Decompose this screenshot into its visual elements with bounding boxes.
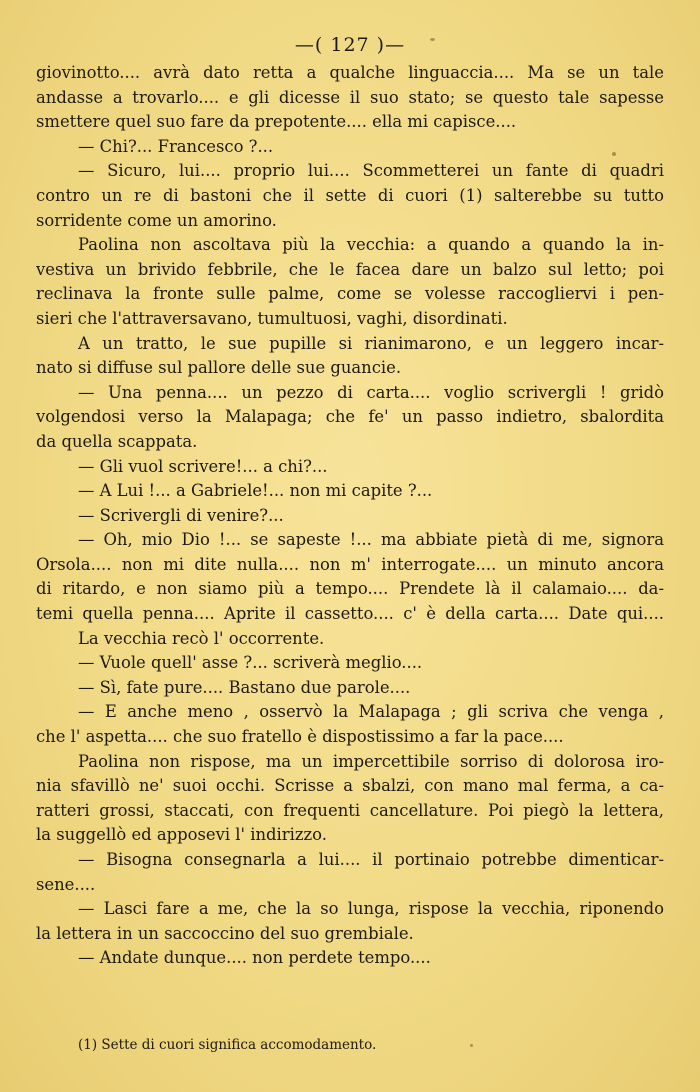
body-text	[36, 61, 664, 971]
text-line: — Lasci fare a me, che la so lunga, rispose la vecchia, riponendo	[78, 899, 664, 919]
text-line: la suggellò ed apposevi l' indirizzo.	[36, 825, 327, 845]
text-line: — Sì, fate pure.... Bastano due parole....	[78, 677, 411, 697]
text-line: temi quella penna.... Aprite il cassetto.... c' è della carta.... Date qui....	[36, 604, 664, 624]
text-line: Paolina non rispose, ma un impercettibile sorriso di dolorosa iro-	[78, 751, 664, 771]
text-line: ratteri grossi, staccati, con frequenti cancellature. Poi piegò la lettera,	[36, 800, 664, 820]
paper-speck	[470, 1044, 473, 1047]
text-line: — Vuole quell' asse ?... scriverà meglio....	[78, 653, 423, 673]
text-line: — Chi?... Francesco ?...	[78, 136, 274, 156]
text-line: di ritardo, e non siamo più a tempo.... Prendete là il calamaio.... da-	[36, 579, 664, 599]
text-line: — Una penna.... un pezzo di carta.... voglio scrivergli ! gridò	[78, 382, 664, 402]
text-line: — Gli vuol scrivere!... a chi?...	[78, 456, 328, 476]
text-line: nia sfavillò ne' suoi occhi. Scrisse a sbalzi, con mano mal ferma, a ca-	[36, 776, 664, 796]
text-line: A un tratto, le sue pupille si rianimarono, e un leggero incar-	[78, 333, 664, 353]
text-line: volgendosi verso la Malapaga; che fe' un passo indietro, sbalordita	[36, 407, 664, 427]
text-line: — E anche meno , osservò la Malapaga ; gli scriva che venga ,	[78, 702, 664, 722]
text-line: la lettera in un saccoccino del suo grembiale.	[36, 923, 414, 943]
page-number: —( 127 )—	[294, 34, 406, 56]
text-line: La vecchia recò l' occorrente.	[78, 628, 325, 648]
text-line: giovinotto.... avrà dato retta a qualche linguaccia.... Ma se un tale	[36, 63, 664, 82]
text-line: Paolina non ascoltava più la vecchia: a quando a quando la in-	[78, 235, 664, 255]
text-line: — Sicuro, lui.... proprio lui.... Scommetterei un fante di quadri	[78, 161, 664, 181]
paper-speck	[612, 152, 616, 156]
text-line: sorridente come un amorino.	[36, 210, 277, 230]
text-line: — Scrivergli di venire?...	[78, 505, 284, 525]
text-line: — Andate dunque.... non perdete tempo....	[78, 948, 431, 968]
text-line: che l' aspetta.... che suo fratello è dispostissimo a far la pace....	[36, 727, 564, 747]
text-line: contro un re di bastoni che il sette di cuori (1) salterebbe su tutto	[36, 185, 664, 205]
text-line: vestiva un brivido febbrile, che le facea dare un balzo sul letto; poi	[36, 259, 664, 279]
text-line: — A Lui !... a Gabriele!... non mi capite ?...	[78, 481, 433, 501]
text-line: sieri che l'attraversavano, tumultuosi, vaghi, disordinati.	[36, 308, 508, 328]
text-line: Orsola.... non mi dite nulla.... non m' interrogate.... un minuto ancora	[36, 554, 664, 574]
text-line: andasse a trovarlo.... e gli dicesse il suo stato; se questo tale sapesse	[36, 87, 664, 107]
footnote: (1) Sette di cuori significa accomodamento.	[78, 1037, 377, 1053]
text-line: nato si diffuse sul pallore delle sue guancie.	[36, 358, 402, 378]
text-line: sene....	[36, 874, 96, 894]
paper-speck	[430, 38, 435, 41]
text-line: — Bisogna consegnarla a lui.... il portinaio potrebbe dimenticar-	[78, 850, 664, 869]
text-line: da quella scappata.	[36, 431, 198, 451]
text-line: — Oh, mio Dio !... se sapeste !... ma abbiate pietà di me, signora	[78, 530, 664, 550]
text-line: reclinava la fronte sulle palme, come se volesse raccogliervi i pen-	[36, 284, 664, 304]
text-line: smettere quel suo fare da prepotente.... ella mi capisce....	[36, 112, 517, 132]
